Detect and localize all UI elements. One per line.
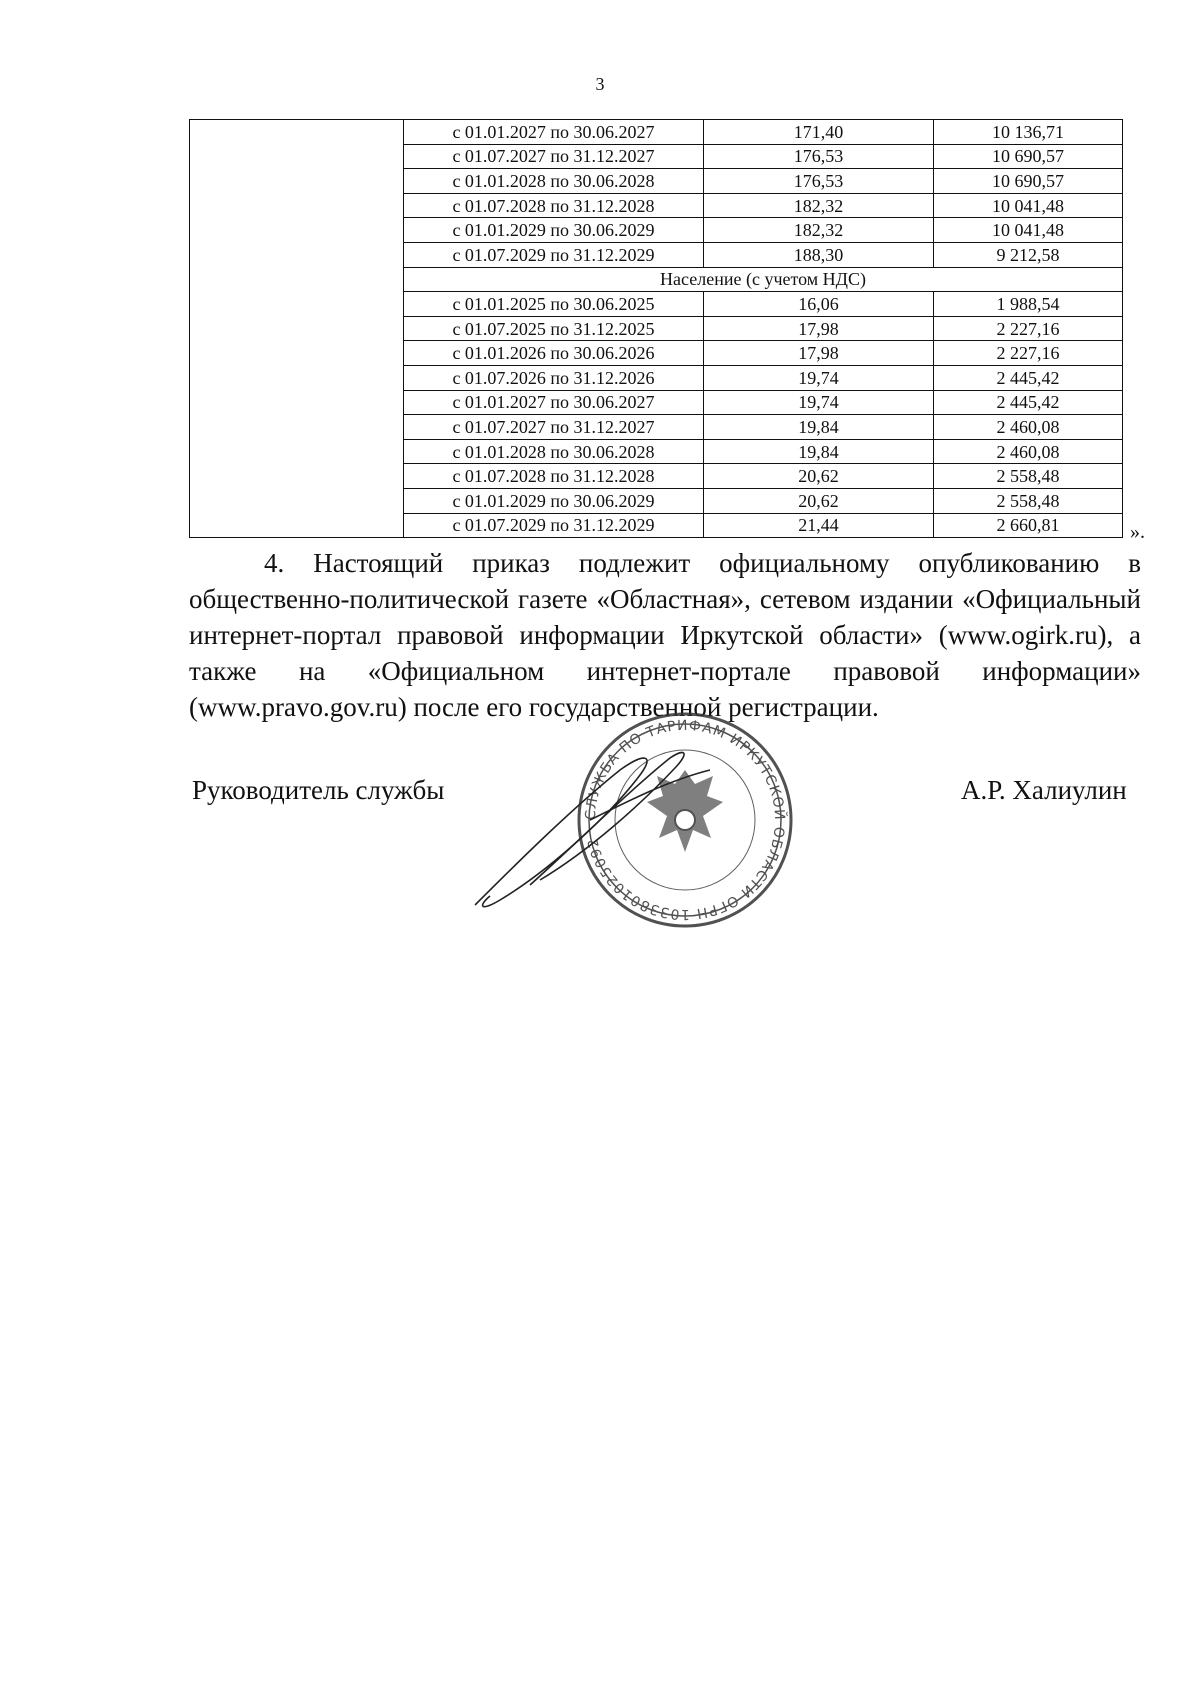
rate-cell: 182,32: [704, 193, 934, 218]
eagle-emblem-icon: [647, 770, 723, 852]
period-cell: с 01.07.2028 по 31.12.2028: [404, 464, 704, 489]
period-cell: с 01.01.2028 по 30.06.2028: [404, 439, 704, 464]
closing-quote: ».: [1130, 521, 1145, 543]
period-cell: с 01.07.2029 по 31.12.2029: [404, 513, 704, 538]
rate-cell: 19,74: [704, 390, 934, 415]
tariff-table-body: [190, 120, 1123, 538]
page-number: 3: [595, 74, 605, 94]
charge-cell: 2 445,42: [934, 365, 1123, 390]
period-cell: с 01.01.2029 по 30.06.2029: [404, 218, 704, 243]
period-cell: с 01.07.2025 по 31.12.2025: [404, 316, 704, 341]
period-cell: с 01.01.2026 по 30.06.2026: [404, 341, 704, 366]
rate-cell: 182,32: [704, 218, 934, 243]
period-cell: с 01.01.2027 по 30.06.2027: [404, 120, 704, 145]
rate-cell: 171,40: [704, 120, 934, 145]
charge-cell: 2 445,42: [934, 390, 1123, 415]
table-row: [190, 120, 1123, 145]
rate-cell: 188,30: [704, 242, 934, 267]
period-cell: с 01.07.2027 по 31.12.2027: [404, 144, 704, 169]
rate-cell: 176,53: [704, 144, 934, 169]
rate-cell: 20,62: [704, 488, 934, 513]
rate-cell: 20,62: [704, 464, 934, 489]
rate-cell: 19,74: [704, 365, 934, 390]
charge-cell: 10 041,48: [934, 218, 1123, 243]
charge-cell: 2 460,08: [934, 439, 1123, 464]
period-cell: с 01.01.2029 по 30.06.2029: [404, 488, 704, 513]
charge-cell: 1 988,54: [934, 292, 1123, 317]
tariff-table: [189, 119, 1123, 538]
rate-cell: 16,06: [704, 292, 934, 317]
paragraph-4: 4. Настоящий приказ подлежит официальному опубликованию в общественно-политической газете «Областная», сетевом издании «Официальный интернет-портал правовой информации Иркутской области» (www.ogirk.ru), а также на «Официальном интернет-портале правовой информации» (www.pravo.gov.ru) после его государственной регистрации.: [189, 548, 1141, 722]
charge-cell: 10 136,71: [934, 120, 1123, 145]
rate-cell: 19,84: [704, 415, 934, 440]
period-cell: с 01.01.2027 по 30.06.2027: [404, 390, 704, 415]
period-cell: с 01.07.2029 по 31.12.2029: [404, 242, 704, 267]
period-cell: с 01.07.2027 по 31.12.2027: [404, 415, 704, 440]
charge-cell: 2 227,16: [934, 316, 1123, 341]
charge-cell: 2 227,16: [934, 341, 1123, 366]
period-cell: с 01.01.2028 по 30.06.2028: [404, 169, 704, 194]
charge-cell: 2 460,08: [934, 415, 1123, 440]
period-cell: с 01.07.2028 по 31.12.2028: [404, 193, 704, 218]
charge-cell: 2 660,81: [934, 513, 1123, 538]
rate-cell: 21,44: [704, 513, 934, 538]
rate-cell: 176,53: [704, 169, 934, 194]
charge-cell: 2 558,48: [934, 488, 1123, 513]
blank-merged-cell: [190, 120, 404, 538]
signatory-title: Руководитель службы: [192, 775, 445, 805]
period-cell: с 01.01.2025 по 30.06.2025: [404, 292, 704, 317]
seal-stamp: [579, 714, 791, 926]
rate-cell: 17,98: [704, 341, 934, 366]
section-header: Население (с учетом НДС): [404, 267, 1123, 292]
official-seal: [470, 700, 860, 940]
rate-cell: 19,84: [704, 439, 934, 464]
seal-text: СЛУЖБА ПО ТАРИФАМ ИРКУТСКОЙ ОБЛАСТИ ОГРН 1033801025092: [582, 717, 788, 923]
charge-cell: 9 212,58: [934, 242, 1123, 267]
charge-cell: 10 690,57: [934, 144, 1123, 169]
signatory-name: А.Р. Халиулин: [961, 775, 1127, 805]
period-cell: с 01.07.2026 по 31.12.2026: [404, 365, 704, 390]
rate-cell: 17,98: [704, 316, 934, 341]
charge-cell: 10 690,57: [934, 169, 1123, 194]
charge-cell: 2 558,48: [934, 464, 1123, 489]
charge-cell: 10 041,48: [934, 193, 1123, 218]
